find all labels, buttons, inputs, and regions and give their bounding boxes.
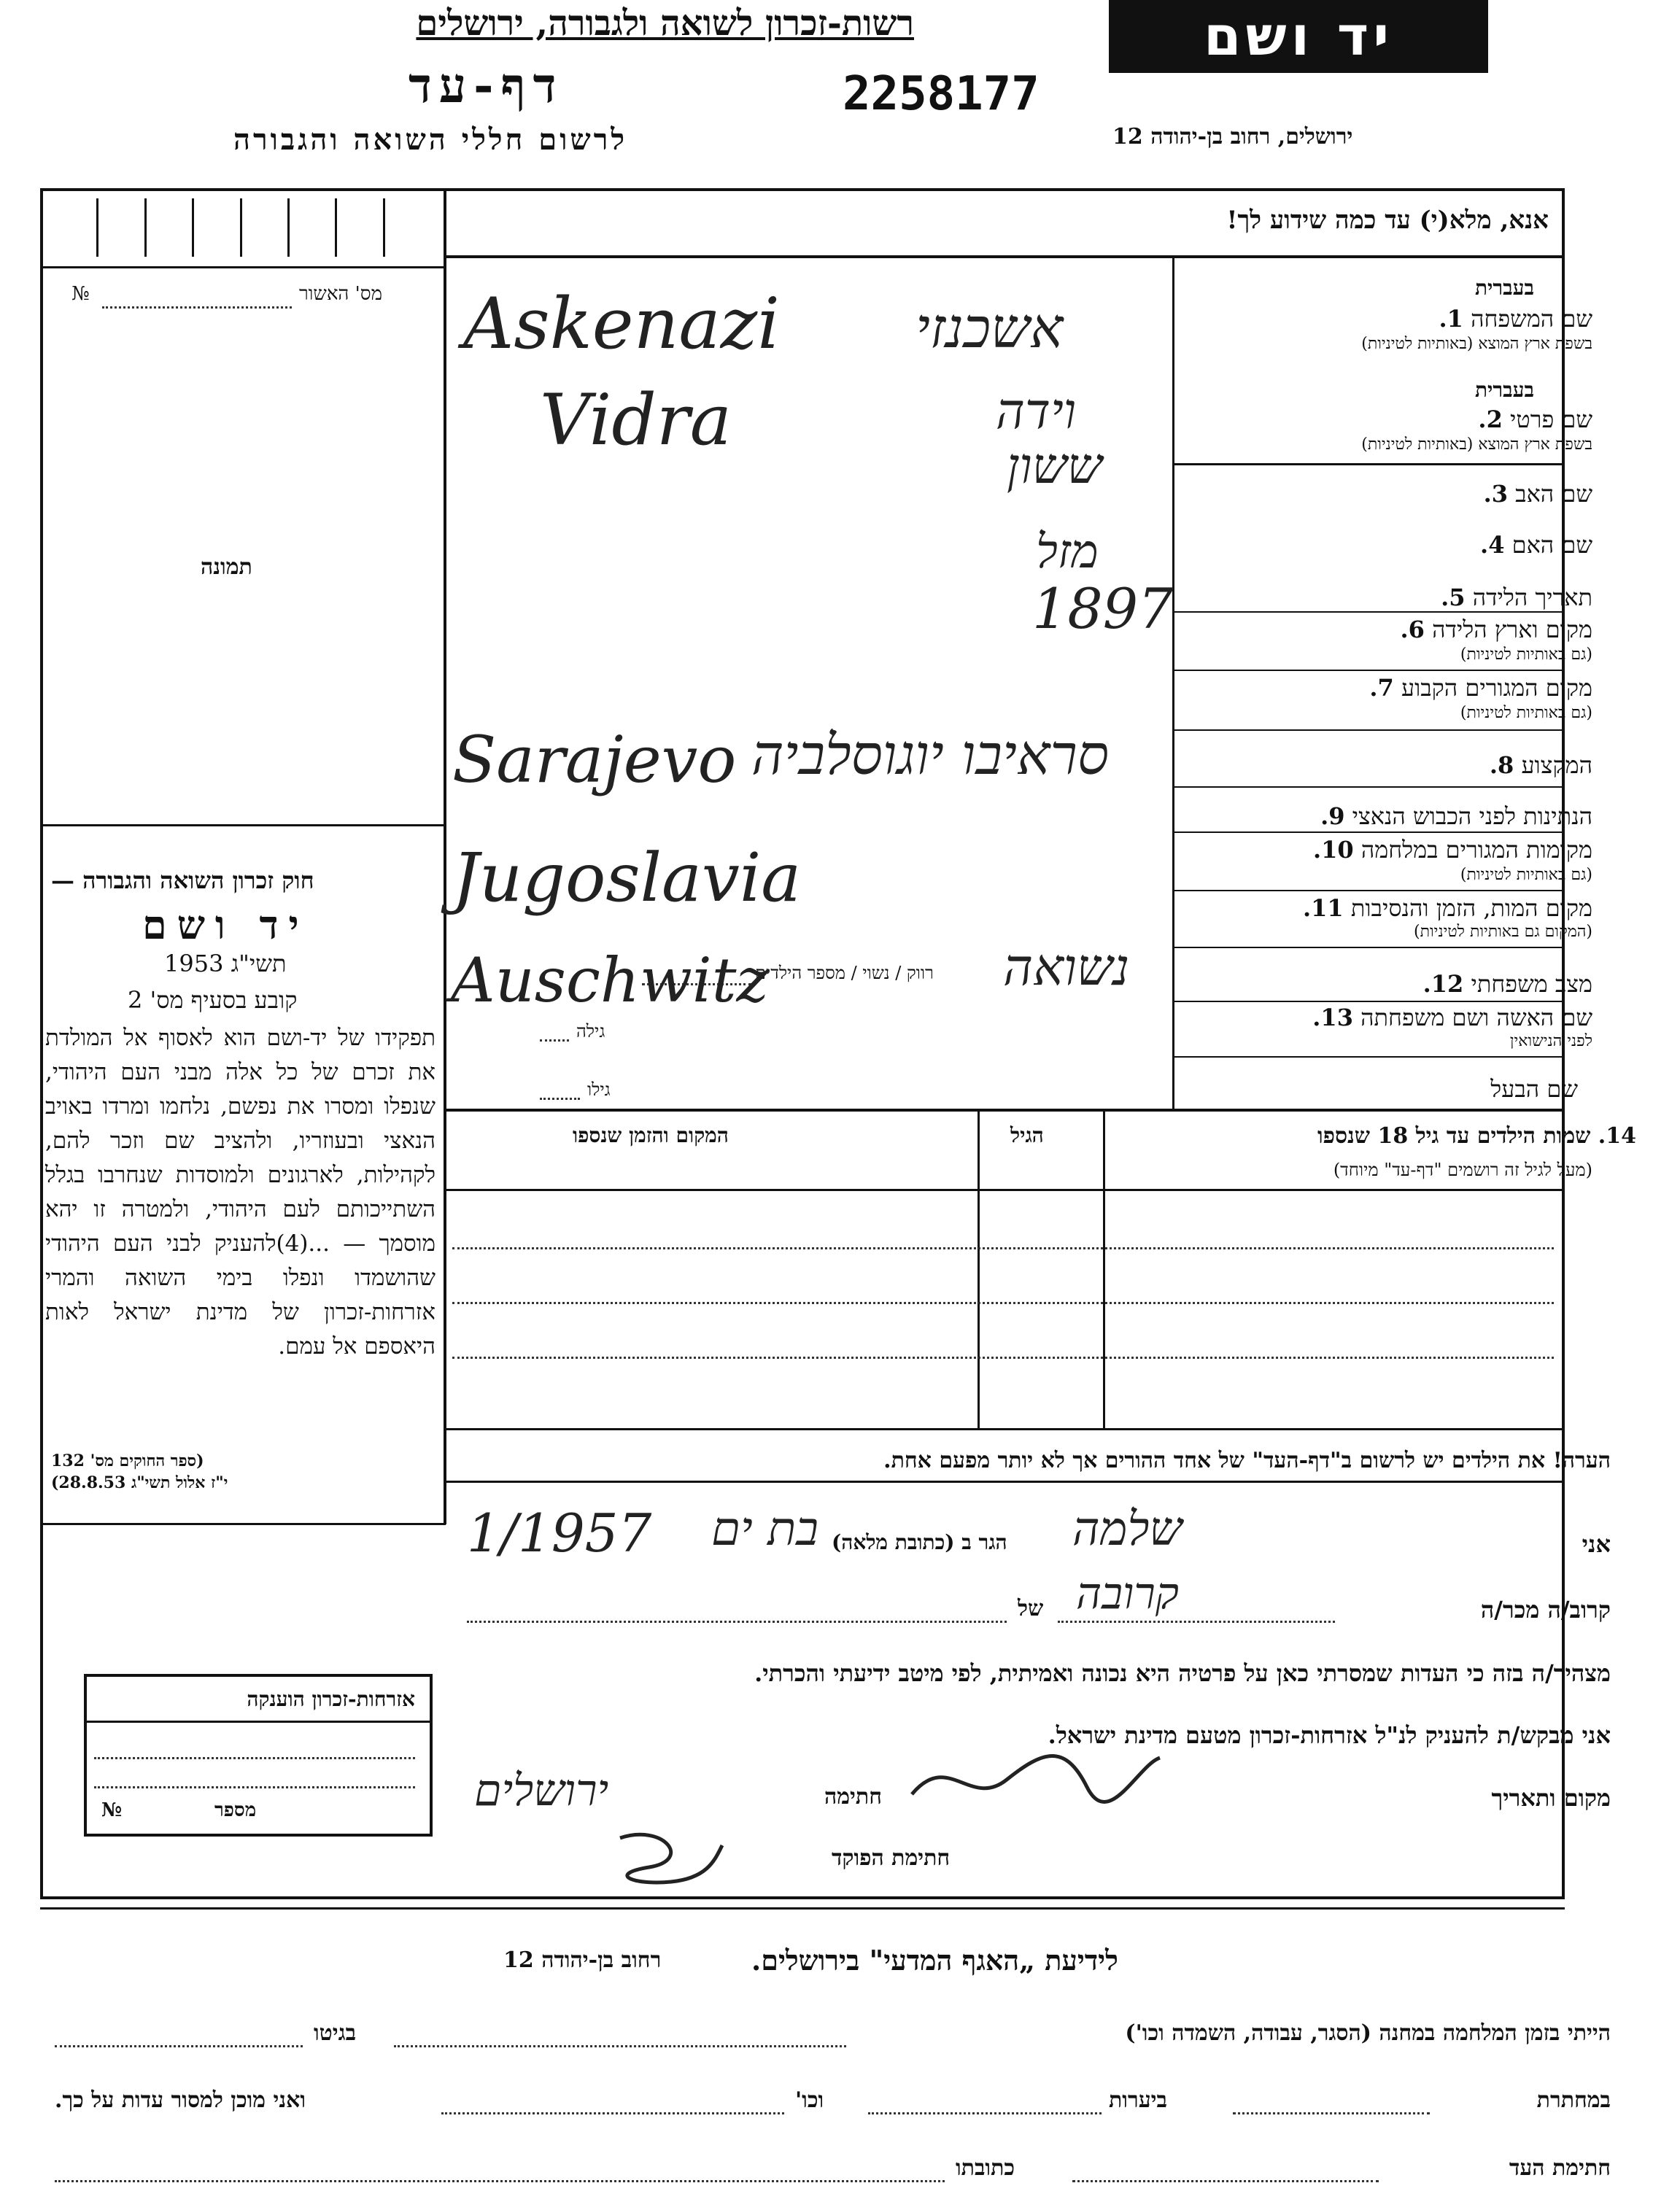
hw-father: ששון (1007, 438, 1103, 495)
instruction: אנא, מלא(י) עד כמה שידוע לך! (1226, 206, 1549, 235)
frame-bottom (40, 1896, 1565, 1899)
box-no-label: מספר (214, 1799, 257, 1821)
field-12-label: מצב משפחתי 12. (1422, 970, 1592, 998)
hw-death-place: Auschwitz (451, 945, 769, 1016)
box-no: № (101, 1799, 123, 1821)
law-title: חוק זכרון השואה והגבורה — (51, 866, 314, 894)
hw-nationality: Jugoslavia (452, 839, 802, 917)
witness-signature-mark (905, 1736, 1167, 1816)
footer-underground: במחתרת (1536, 2087, 1611, 2113)
request: אני מבקש/ת להעניק לנ"ל אזרחות-זכרון מטעם מדינת ישראל. (1048, 1721, 1611, 1749)
hw-birthplace-heb: סראיבו יוגוסלביה (751, 722, 1110, 787)
signature-label: חתימה (824, 1784, 882, 1810)
frame-top (40, 188, 1565, 191)
field-8-label: המקצוע 8. (1489, 751, 1592, 779)
husband-label: שם הבעל (1490, 1075, 1578, 1103)
law-section: קובע בסעיף מס' 2 (128, 986, 298, 1014)
law-ref-2: י"ז אלול תשי"ג 28.8.53) (51, 1473, 228, 1492)
footer-camp: הייתי בזמן המלחמה במחנה (הסגר, עבודה, השמדה וכו') (1125, 2020, 1611, 2046)
subtitle: לרשום חללי השואה והגבורה (233, 123, 628, 157)
field-6-label: מקום וארץ הלידה 6. (1400, 616, 1592, 643)
hw-first-heb: וידה (996, 383, 1077, 441)
hw-mother: מזל (1036, 525, 1099, 579)
hw-date: 1/1957 (467, 1503, 652, 1564)
approval-no: № (71, 283, 90, 305)
witness-ani: אני (1582, 1530, 1611, 1558)
children-place-col: המקום והזמן שנספו (573, 1123, 729, 1147)
yad-vashem-logo: יד ושם (1109, 0, 1488, 73)
photo-label: תמונה (201, 554, 252, 580)
law-year: תשי"ג 1953 (164, 950, 287, 977)
field-11-sub: (המקום גם באותיות לטיניות) (1414, 923, 1592, 941)
field-1-heb: בעברית (1474, 276, 1534, 300)
footer-etc: וכו' (795, 2087, 824, 2113)
age-label-wife: גילה (576, 1021, 605, 1042)
law-name: יד ושם (142, 902, 309, 948)
hw-witness-name: שלמה (1072, 1503, 1182, 1556)
officer-signature-label: חתימת הפוקד (832, 1845, 951, 1871)
witness-of: של (1018, 1596, 1044, 1621)
field-4-label: שם האם 4. (1480, 531, 1592, 559)
serial-number: 2258177 (843, 67, 1040, 121)
field-7-label: מקום המגורים הקבוע 7. (1369, 674, 1592, 702)
field-11-label: מקום המות, הזמן והנסיבות 11. (1302, 894, 1592, 922)
officer-signature-mark (605, 1816, 737, 1889)
relative-label: קרוב/ה מכר/ה (1480, 1596, 1611, 1624)
field-1-sub: בשפת ארץ המוצא (באותיות לטיניות) (1361, 335, 1592, 353)
hw-birthplace-latin: Sarajevo (452, 722, 737, 797)
hw-first-latin: Vidra (540, 379, 732, 461)
children-label: 14. שמות הילדים עד גיל 18 שנספו (1317, 1123, 1636, 1149)
field-9-label: הנתינות לפני הכבוש הנאצי 9. (1320, 802, 1592, 830)
field-10-sub: (גם באותיות לטיניות) (1460, 866, 1592, 884)
field-2-sub: בשפת ארץ המוצא (באותיות לטיניות) (1361, 435, 1592, 454)
witness-resident: הגר ב (כתובת מלאה) (832, 1530, 1007, 1554)
law-text: תפקידו של יד-ושם הוא לאסוף אל המולדת את זכרם של כל אלה מבני העם היהודי, שנפלו ומסרו את נפשם, נלחמו ומרדו באויב הנאצי ובעוזריו, ולהציב שם וזכר להם, לקהילות, לארגונים ולמוסדות שנחרבו בגלל השתייכותם לעם היהודי, ולמטרה זו יהא מוסמך — ...(4)להעניק לבני העם היהודי שהושמדו ונפלו בימי השואה והמרי אזרחות-זכרון של מדינת ישראל לאות היאספם אל עמם. (45, 1025, 436, 1360)
footer-ready: ואני מוכן למסור עדות על כך. (55, 2087, 306, 2113)
children-age-col: הגיל (1010, 1123, 1044, 1147)
field-5-label: תאריך הלידה 5. (1441, 583, 1592, 611)
field-2-label: שם פרטי 2. (1478, 406, 1592, 433)
field-13-label: שם האשה ושם משפחתה 13. (1312, 1004, 1592, 1031)
note: הערה! את הילדים יש לרשום ב"דף-העד" של אחד ההורים אך לא יותר מפעם אחת. (883, 1448, 1611, 1473)
approval-cells (51, 198, 430, 257)
field-10-label: מקומות המגורים במלחמה 10. (1312, 836, 1592, 864)
field-1-label: שם המשפחה 1. (1439, 305, 1592, 333)
doc-title: דף-עד (409, 57, 564, 114)
field-3-label: שם האב 3. (1483, 480, 1592, 508)
field-6-sub: (גם באותיות לטיניות) (1460, 645, 1592, 664)
approval-label: מס' האשור (299, 283, 383, 305)
declaration: מצהיר/ה בזה כי העדות שמסרתי כאן על פרטיה היא נכונה ואמיתית, לפי מיטב ידיעתי והכרתי. (754, 1659, 1611, 1687)
field-13-sub: לפני הנישואין (1509, 1032, 1592, 1050)
box-title: אזרחות-זכרון הוענקה (247, 1687, 415, 1711)
footer-address: רחוב בן-יהודה 12 (503, 1947, 662, 1973)
field-7-sub: (גם באותיות לטיניות) (1460, 704, 1592, 722)
footer-forests: ביערות (1109, 2087, 1168, 2113)
footer-dept: לידיעת „האגף המדעי" בירושלים. (751, 1944, 1118, 1977)
hw-relation: קרובה (1076, 1568, 1180, 1619)
children-sub: (מעל לגיל זה רושמים "דף-עד" מיוחד) (1333, 1160, 1592, 1180)
hw-marital: נשואה (1003, 937, 1130, 997)
age-label-husband: גילו (587, 1079, 611, 1100)
footer-witness-address: כתובתו (956, 2155, 1015, 2181)
hw-witness-address: בת ים (711, 1503, 818, 1556)
footer-ghetto: בגיטו (314, 2020, 357, 2046)
hw-birth-year: 1897 (1032, 576, 1174, 641)
header-address: ירושלים, רחוב בן-יהודה 12 (1112, 124, 1353, 150)
field-2-heb: בעברית (1474, 378, 1534, 402)
hw-surname-heb: אשכנזי (916, 295, 1064, 360)
footer-witness-sig: חתימת העד (1509, 2155, 1611, 2181)
citizenship-box (84, 1674, 433, 1837)
hw-surname-latin: Askenazi (463, 283, 780, 365)
org-name: רשות-זכרון לשואה ולגבורה, ירושלים (416, 3, 914, 44)
hw-signature-place: ירושלים (474, 1765, 609, 1816)
marital-options: רווק / נשוי / מספר הילדים (755, 963, 934, 983)
frame-left (40, 188, 43, 1899)
place-date-label: מקום ותאריך (1491, 1784, 1611, 1812)
law-ref-1: (ספר החוקים מס' 132 (51, 1451, 204, 1470)
